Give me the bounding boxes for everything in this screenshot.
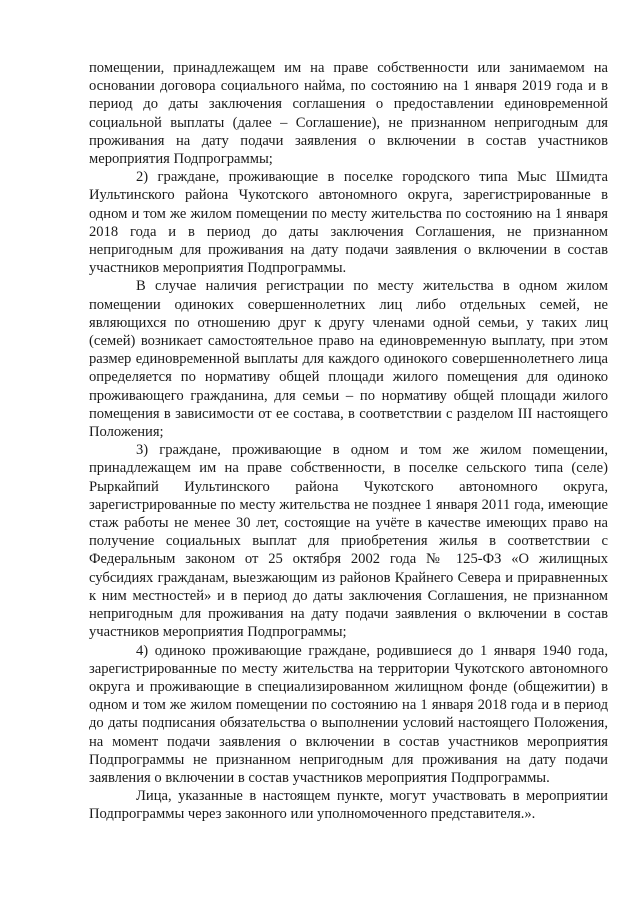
paragraph-registration-case: В случае наличия регистрации по месту жительства в одном жилом помещении одиноких совершеннолетних лиц либо отдельных семей, не являющихся по отношению друг к другу членами одной семьи, у таких лиц (семей) возникает самостоятельное право на единовременную выплату, при этом размер единовременной выплаты для каждого одинокого совершеннолетнего лица определяется по нормативу общей площади жилого помещения для одиноко проживающего гражданина, для семьи – по нормативу общей площади жилого помещения в зависимости от ее состава, в соответствии с разделом III настоящего Положения; xyxy=(89,278,608,441)
paragraph-item-2: 2) граждане, проживающие в поселке городского типа Мыс Шмидта Иультинского района Чукотского автономного округа, зарегистрированные в одном и том же жилом помещении по месту жительства по состоянию на 1 января 2018 года и в период до даты заключения Соглашения, не признанном непригодным для проживания на дату подачи заявления о включении в состав участников мероприятия Подпрограммы. xyxy=(89,169,608,277)
document-body xyxy=(89,59,608,824)
paragraph-item-4: 4) одиноко проживающие граждане, родившиеся до 1 января 1940 года, зарегистрированные по месту жительства на территории Чукотского автономного округа и проживающие в специализированном жилищном фонде (общежитии) в одном и том же жилом помещении по состоянию на 1 января 2018 года и в период до даты подписания обязательства о выполнении условий настоящего Положения, на момент подачи заявления о включении в состав участников мероприятия Подпрограммы не признанном непригодным для проживания на дату подачи заявления о включении в состав участников мероприятия Подпрограммы. xyxy=(89,642,608,786)
paragraph-continuation: помещении, принадлежащем им на праве собственности или занимаемом на основании договора социального найма, по состоянию на 1 января 2019 года и в период до даты заключения соглашения о предоставлении единовременной социальной выплаты (далее – Соглашение), не признанном непригодным для проживания на дату подачи заявления о включении в состав участников мероприятия Подпрограммы; xyxy=(89,60,608,168)
paragraph-representatives: Лица, указанные в настоящем пункте, могут участвовать в мероприятии Подпрограммы через законного или уполномоченного представителя.». xyxy=(89,788,608,823)
paragraph-item-3: 3) граждане, проживающие в одном и том же жилом помещении, принадлежащем им на праве собственности, в поселке сельского типа (селе) Рыркайпий Иультинского района Чукотского автономного округа, зарегистрированные по месту жительства не позднее 1 января 2011 года, имеющие стаж работы не менее 30 лет, состоящие на учёте в качестве имеющих право на получение социальных выплат для приобретения жилья в соответствии с Федеральным законом от 25 октября 2002 года № 125-ФЗ «О жилищных субсидиях гражданам, выезжающим из районов Крайнего Севера и приравненных к ним местностей» и в период до даты заключения Соглашения, не признанном непригодным для проживания на дату подачи заявления о включении в состав участников мероприятия Подпрограммы; xyxy=(89,442,608,641)
